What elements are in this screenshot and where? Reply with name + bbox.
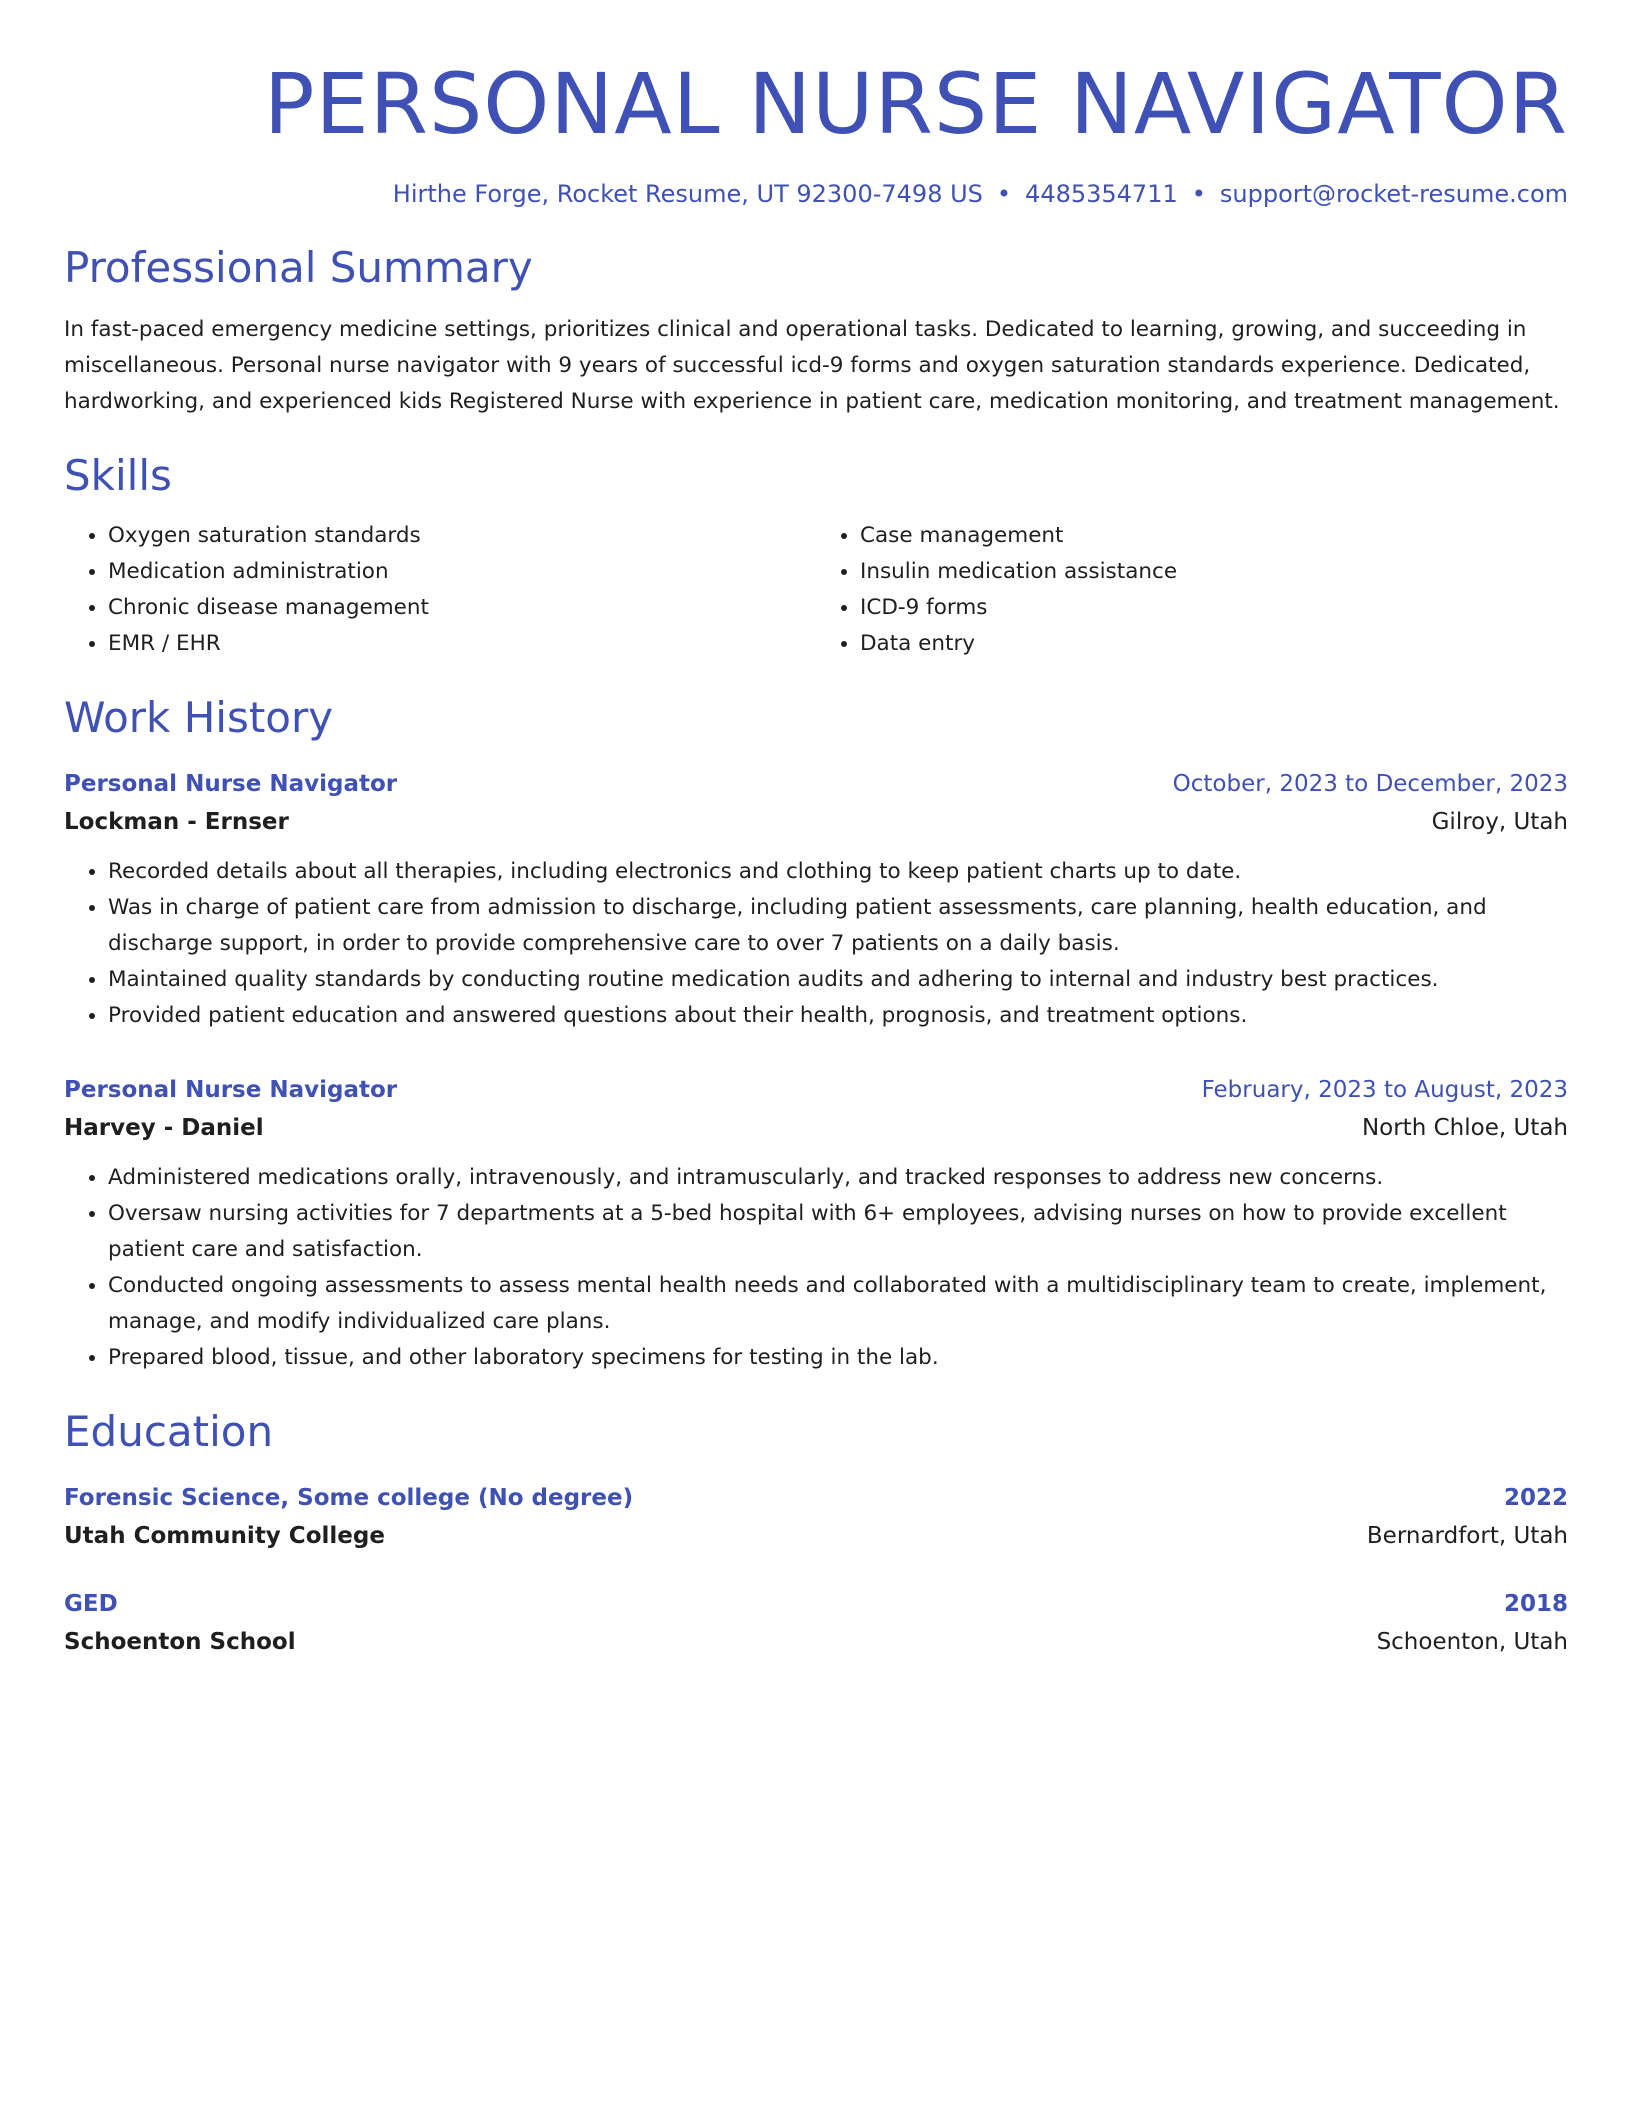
education-degree: Forensic Science, Some college (No degree): [64, 1485, 634, 1511]
education-school-row: [64, 1516, 1568, 1556]
job-org-row: [64, 1108, 1568, 1148]
job-bullet: • Recorded details about all therapies, including electronics and clothing to keep patient charts up to date.: [108, 854, 1568, 890]
job-bullet: • Administered medications orally, intravenously, and intramuscularly, and tracked responses to address new concerns.: [108, 1160, 1568, 1196]
skills-column-left: [64, 518, 816, 662]
job-bullets: [64, 1160, 1568, 1376]
contact-line: [64, 178, 1568, 210]
job-entry: [64, 766, 1568, 1034]
skills-grid: [64, 518, 1568, 662]
job-header-row: [64, 766, 1568, 802]
contact-phone: 4485354711: [1025, 180, 1178, 208]
job-location: North Chloe, Utah: [1361, 1115, 1568, 1141]
education-year: 2018: [1503, 1591, 1568, 1617]
resume-header: [64, 54, 1568, 210]
education-entry: [64, 1480, 1568, 1556]
education-school: Schoenton School: [64, 1629, 296, 1655]
job-bullet: • Conducted ongoing assessments to assess mental health needs and collaborated with a multidisciplinary team to create, implement, manage, and modify individualized care plans.: [108, 1268, 1568, 1340]
skill-item: • Insulin medication assistance: [860, 554, 1568, 590]
candidate-name: PERSONAL NURSE NAVIGATOR: [263, 55, 1568, 153]
summary-text: In fast-paced emergency medicine settings, prioritizes clinical and operational tasks. Dedicated to learning, growing, and succeeding in miscellaneous. Personal nurse navigator with 9 years of successful icd-9 forms and oxygen saturation standards experience. Dedicated, hardworking, and experienced kids Registered Nurse with experience in patient care, medication monitoring, and treatment management.: [64, 317, 1560, 414]
job-bullet: • Oversaw nursing activities for 7 departments at a 5-bed hospital with 6+ employees, advising nurses on how to provide excellent patient care and satisfaction.: [108, 1196, 1568, 1268]
job-dates: February, 2023 to August, 2023: [1201, 1077, 1568, 1103]
work-history-heading: Work History: [64, 693, 334, 742]
job-title: Personal Nurse Navigator: [64, 1077, 398, 1103]
skill-item: • Data entry: [860, 626, 1568, 662]
job-org-row: [64, 802, 1568, 842]
job-bullets: [64, 854, 1568, 1034]
job-bullet: • Maintained quality standards by conducting routine medication audits and adhering to internal and industry best practices.: [108, 962, 1568, 998]
job-company: Harvey - Daniel: [64, 1115, 264, 1141]
contact-separator: •: [996, 180, 1012, 208]
education-location: Bernardfort, Utah: [1366, 1523, 1568, 1549]
skill-item: • ICD-9 forms: [860, 590, 1568, 626]
job-bullet: • Was in charge of patient care from admission to discharge, including patient assessments, care planning, health education, and discharge support, in order to provide comprehensive care to over 7 patients on a daily basis.: [108, 890, 1568, 962]
education-header-row: [64, 1586, 1568, 1622]
skill-item: • Medication administration: [108, 554, 816, 590]
education-school-row: [64, 1622, 1568, 1662]
skill-item: • Chronic disease management: [108, 590, 816, 626]
contact-email: support@rocket-resume.com: [1219, 180, 1568, 208]
education-year: 2022: [1503, 1485, 1568, 1511]
education-header-row: [64, 1480, 1568, 1516]
education-location: Schoenton, Utah: [1376, 1629, 1568, 1655]
job-entry: [64, 1072, 1568, 1376]
job-header-row: [64, 1072, 1568, 1108]
job-title: Personal Nurse Navigator: [64, 771, 398, 797]
job-bullet: • Prepared blood, tissue, and other laboratory specimens for testing in the lab.: [108, 1340, 1568, 1376]
skill-item: • EMR / EHR: [108, 626, 816, 662]
education-school: Utah Community College: [64, 1523, 385, 1549]
education-entry: [64, 1586, 1568, 1662]
education-degree: GED: [64, 1591, 118, 1617]
summary-heading: Professional Summary: [64, 243, 533, 292]
job-dates: October, 2023 to December, 2023: [1172, 771, 1568, 797]
skills-heading: Skills: [64, 451, 172, 500]
job-bullet: • Provided patient education and answered questions about their health, prognosis, and treatment options.: [108, 998, 1568, 1034]
skills-column-right: [816, 518, 1568, 662]
skill-item: • Case management: [860, 518, 1568, 554]
education-heading: Education: [64, 1407, 274, 1456]
contact-separator: •: [1191, 180, 1206, 208]
job-location: Gilroy, Utah: [1431, 809, 1568, 835]
contact-address: Hirthe Forge, Rocket Resume, UT 92300-7498 US: [392, 180, 983, 208]
job-company: Lockman - Ernser: [64, 809, 289, 835]
skill-item: • Oxygen saturation standards: [108, 518, 816, 554]
